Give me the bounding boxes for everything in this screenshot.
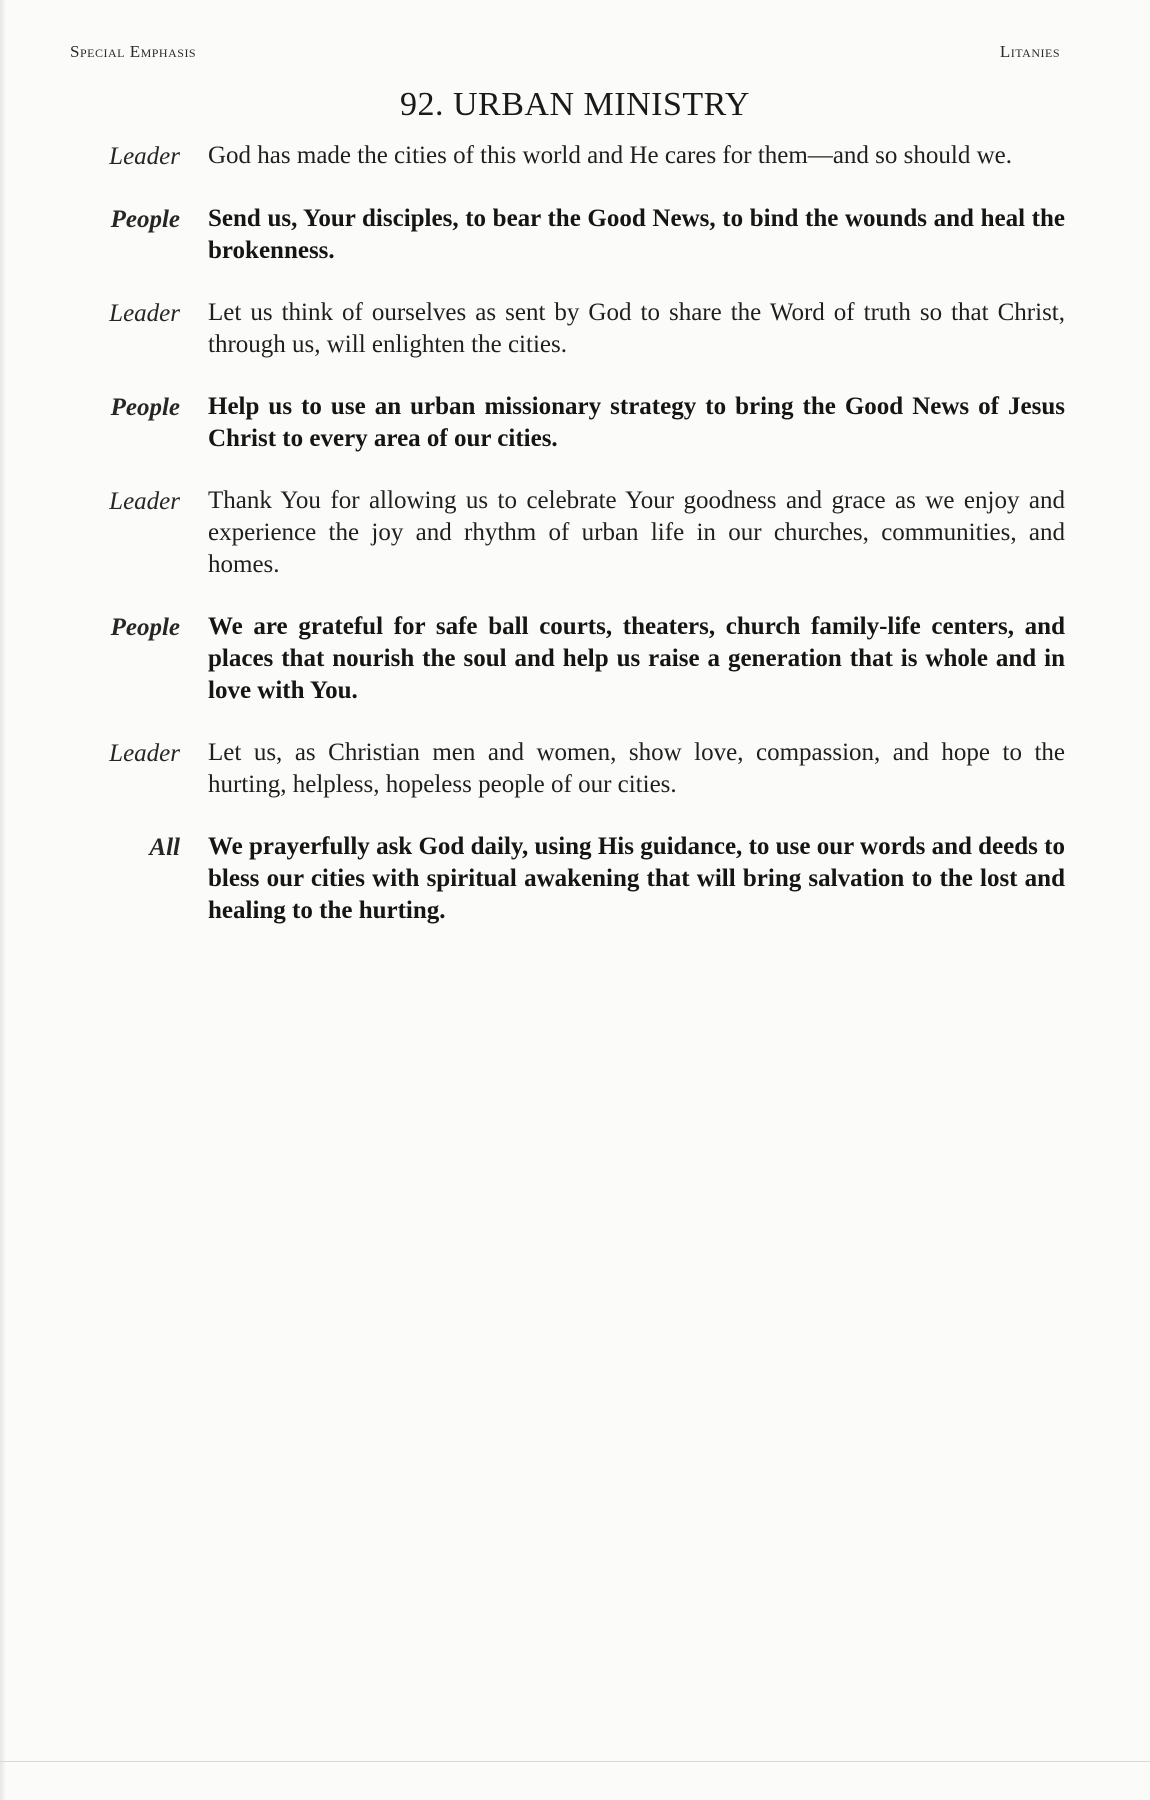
response-text: Let us, as Christian men and women, show love, compassion, and hope to the hurting, helpless, hopeless people of our cities. <box>208 739 1065 798</box>
running-head-right: Litanies <box>999 42 1060 61</box>
speaker-label: Leader <box>109 143 180 170</box>
speaker-label: Leader <box>109 300 180 327</box>
litany-row-leader <box>80 297 1065 361</box>
speaker-label: All <box>149 834 180 861</box>
speaker-label: People <box>110 614 180 641</box>
page-edge <box>0 0 6 1800</box>
running-head-left: Special Emphasis <box>70 42 197 61</box>
speaker-label: Leader <box>109 488 180 515</box>
litany-row-people <box>80 391 1065 455</box>
litany-row-leader <box>80 140 1065 173</box>
litany-row-leader <box>80 485 1065 581</box>
response-text: Help us to use an urban missionary strategy to bring the Good News of Jesus Christ to every area of our cities. <box>208 393 1065 452</box>
response-text: We are grateful for safe ball courts, theaters, church family-life centers, and places that nourish the soul and help us raise a generation that is whole and in love with You. <box>208 613 1065 704</box>
page-bottom-rule <box>0 1761 1150 1762</box>
response-text: God has made the cities of this world and He cares for them—and so should we. <box>208 142 1012 169</box>
response-text: We prayerfully ask God daily, using His guidance, to use our words and deeds to bless our cities with spiritual awakening that will bring salvation to the lost and healing to the hurting. <box>208 833 1065 924</box>
response-text: Let us think of ourselves as sent by God to share the Word of truth so that Christ, through us, will enlighten the cities. <box>208 299 1065 358</box>
response-text: Send us, Your disciples, to bear the Good News, to bind the wounds and heal the brokenness. <box>208 205 1065 264</box>
litany-row-people <box>80 203 1065 267</box>
speaker-label: People <box>110 394 180 421</box>
litany-row-all <box>80 831 1065 927</box>
litany-row-people <box>80 611 1065 707</box>
page-title: 92. URBAN MINISTRY <box>400 86 750 123</box>
speaker-label: People <box>110 206 180 233</box>
speaker-label: Leader <box>109 740 180 767</box>
response-text: Thank You for allowing us to celebrate Your goodness and grace as we enjoy and experience the joy and rhythm of urban life in our churches, communities, and homes. <box>208 487 1065 578</box>
litany <box>80 140 1065 957</box>
litany-row-leader <box>80 737 1065 801</box>
